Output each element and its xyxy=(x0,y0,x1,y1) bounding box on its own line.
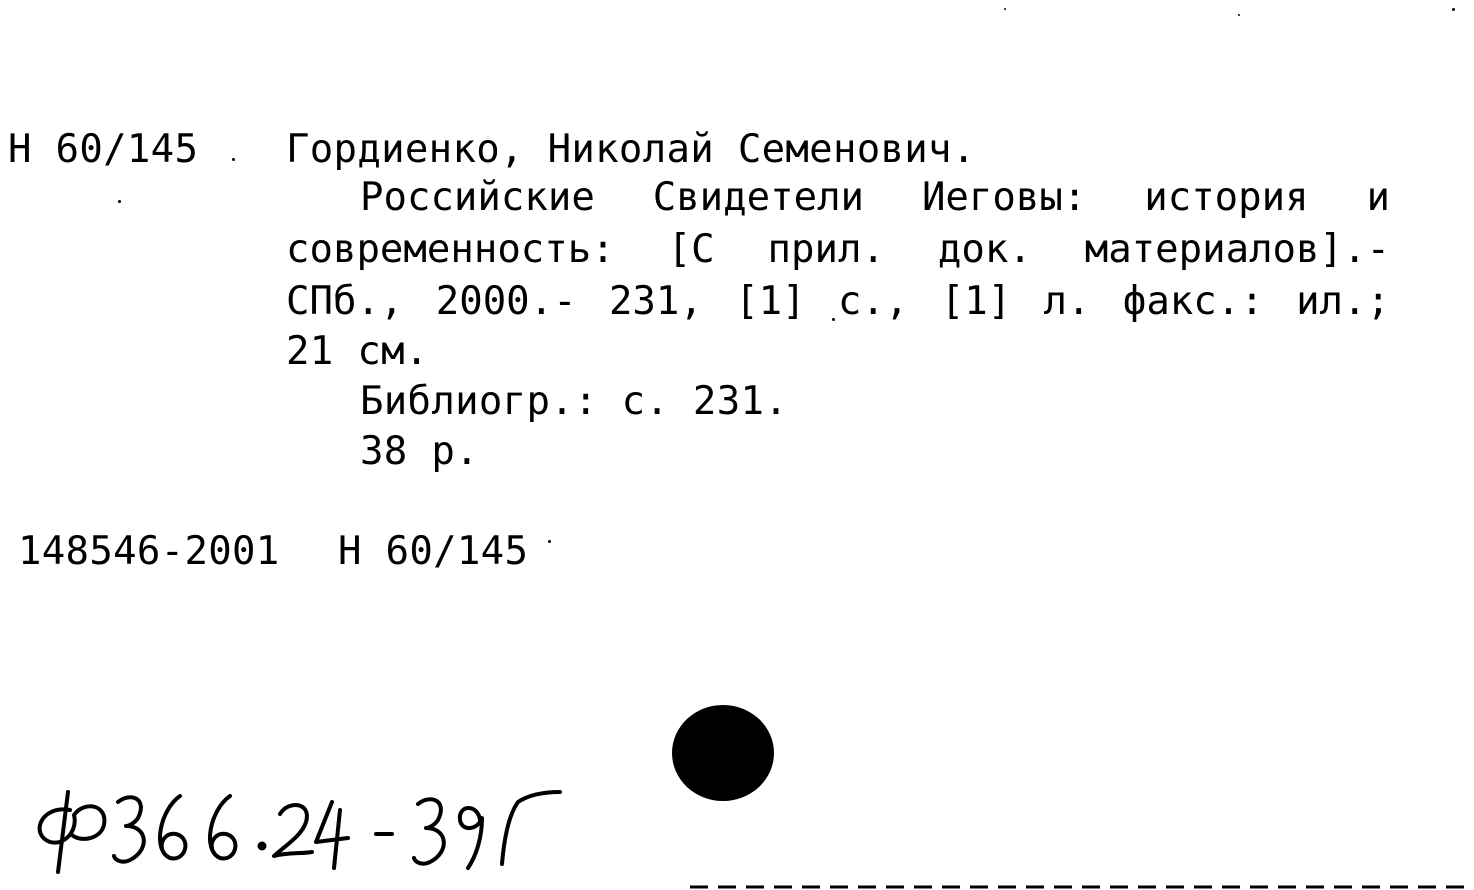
shelf-mark: Н 60/145 xyxy=(8,127,199,172)
title-word: Российские xyxy=(360,175,595,220)
imprint-word: 231, xyxy=(608,279,703,324)
inventory-number: 148546-2001 xyxy=(18,529,280,574)
print-speck xyxy=(1004,8,1006,10)
print-speck xyxy=(548,540,551,543)
imprint-line xyxy=(286,280,1390,324)
handwritten-classification-code xyxy=(30,780,570,880)
imprint-word: факс.: xyxy=(1122,279,1264,324)
card-bottom-edge xyxy=(690,882,1474,890)
title-word: Иеговы: xyxy=(921,175,1087,220)
title-word: прил. xyxy=(767,227,885,272)
print-speck xyxy=(1238,14,1240,16)
price: 38 р. xyxy=(360,429,479,474)
card-punch-hole xyxy=(672,705,774,801)
bibliography-note: Библиогр.: с. 231. xyxy=(360,379,789,424)
imprint-word: л. xyxy=(1043,279,1091,324)
title-word: и xyxy=(1366,175,1390,220)
title-word: история xyxy=(1144,175,1309,220)
dimensions-line: 21 см. xyxy=(286,329,429,374)
imprint-word: с., xyxy=(837,279,909,324)
title-line-2 xyxy=(286,228,1390,272)
imprint-word: 2000.- xyxy=(435,279,577,324)
imprint-word: [1] xyxy=(940,279,1012,324)
imprint-word: ил.; xyxy=(1296,279,1390,324)
print-speck xyxy=(232,158,235,161)
title-word: Свидетели xyxy=(652,175,865,220)
imprint-word: СПб., xyxy=(286,279,404,324)
print-speck xyxy=(832,318,835,321)
title-word: материалов].- xyxy=(1084,227,1390,272)
author-heading: Гордиенко, Николай Семенович. xyxy=(286,127,976,172)
title-word: современность: xyxy=(286,227,615,272)
imprint-word: [1] xyxy=(735,279,806,324)
title-word: док. xyxy=(937,227,1032,272)
title-word: [С xyxy=(667,227,715,272)
shelf-mark-bottom: Н 60/145 xyxy=(338,529,529,574)
title-line-1 xyxy=(360,176,1390,220)
print-speck xyxy=(1452,8,1455,11)
print-speck xyxy=(118,200,121,203)
